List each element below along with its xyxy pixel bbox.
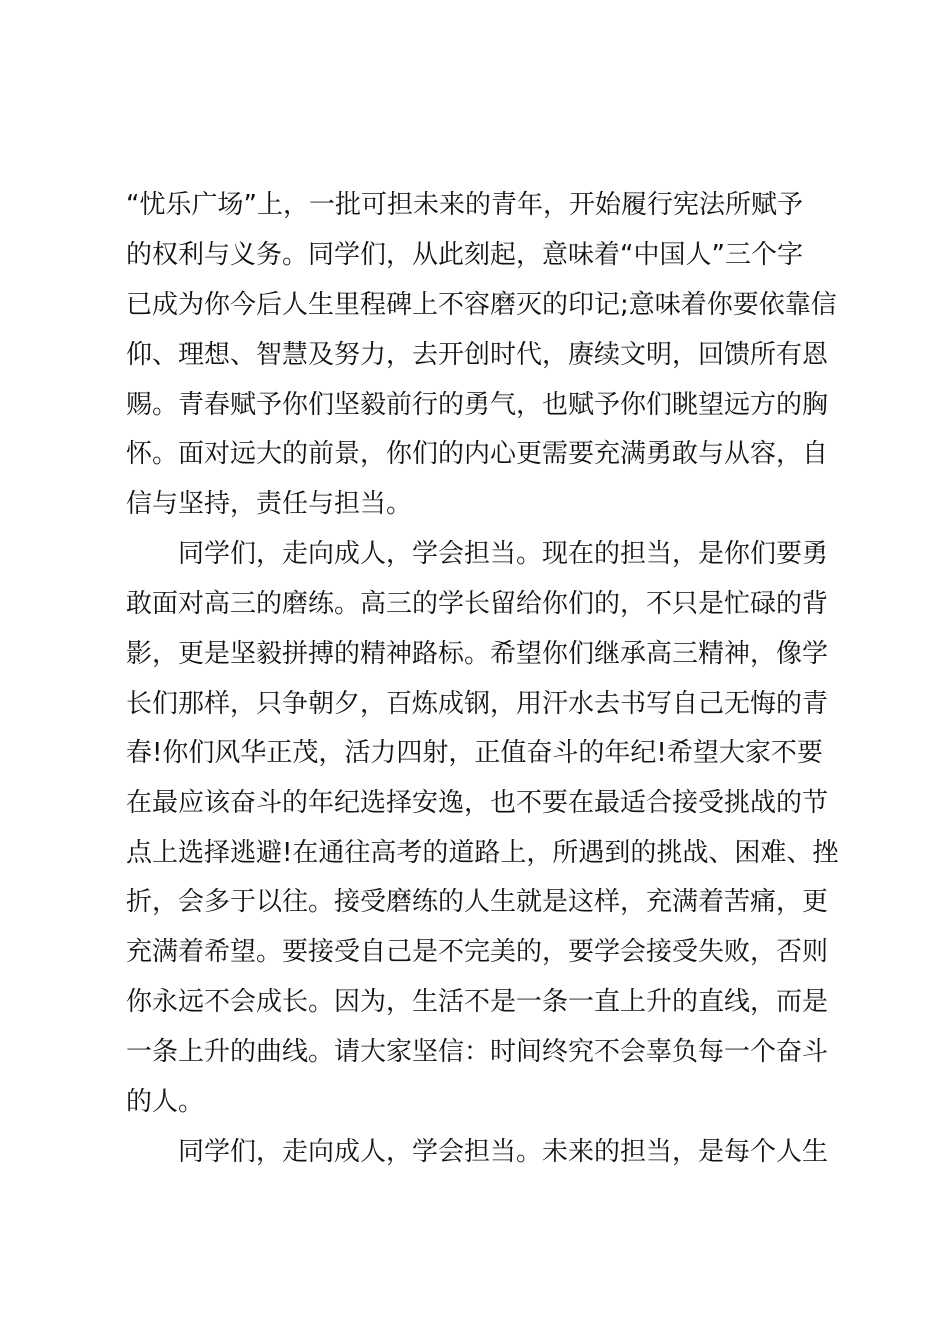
text-line: 的权利与义务。同学们，从此刻起，意味着“中国人”三个字 bbox=[126, 240, 803, 270]
text-line: 怀。面对远大的前景，你们的内心更需要充满勇敢与从容，自 bbox=[126, 439, 829, 469]
text-line: 敢面对高三的磨练。高三的学长留给你们的，不只是忙碌的背 bbox=[126, 589, 829, 619]
text-line: 一条上升的曲线。请大家坚信：时间终究不会辜负每一个奋斗 bbox=[126, 1037, 829, 1067]
text-line: 点上选择逃避!在通往高考的道路上，所遇到的挑战、困难、挫 bbox=[126, 838, 839, 868]
text-line: 信与坚持，责任与担当。 bbox=[126, 489, 413, 519]
text-line: 春!你们风华正茂，活力四射，正值奋斗的年纪!希望大家不要 bbox=[126, 738, 823, 768]
text-line: 仰、理想、智慧及努力，去开创时代，赓续文明，回馈所有恩 bbox=[126, 340, 829, 370]
text-line: 在最应该奋斗的年纪选择安逸，也不要在最适合接受挑战的节 bbox=[126, 788, 829, 818]
text-line: 已成为你今后人生里程碑上不容磨灭的印记;意味着你要依靠信 bbox=[126, 290, 837, 320]
text-line: 长们那样，只争朝夕，百炼成钢，用汗水去书写自己无悔的青 bbox=[126, 689, 829, 719]
text-line: 的人。 bbox=[126, 1087, 205, 1117]
text-line: 同学们，走向成人，学会担当。未来的担当，是每个人生 bbox=[126, 1137, 829, 1167]
text-line: 同学们，走向成人，学会担当。现在的担当，是你们要勇 bbox=[126, 539, 829, 569]
text-line: 你永远不会成长。因为，生活不是一条一直上升的直线，而是 bbox=[126, 987, 829, 1017]
text-line: 折，会多于以往。接受磨练的人生就是这样，充满着苦痛，更 bbox=[126, 887, 829, 917]
text-line: 充满着希望。要接受自己是不完美的，要学会接受失败，否则 bbox=[126, 937, 829, 967]
text-line: 赐。青春赋予你们坚毅前行的勇气，也赋予你们眺望远方的胸 bbox=[126, 390, 829, 420]
text-line: 影，更是坚毅拼搏的精神路标。希望你们继承高三精神，像学 bbox=[126, 639, 829, 669]
text-line: “忧乐广场”上，一批可担未来的青年，开始履行宪法所赋予 bbox=[126, 190, 803, 220]
